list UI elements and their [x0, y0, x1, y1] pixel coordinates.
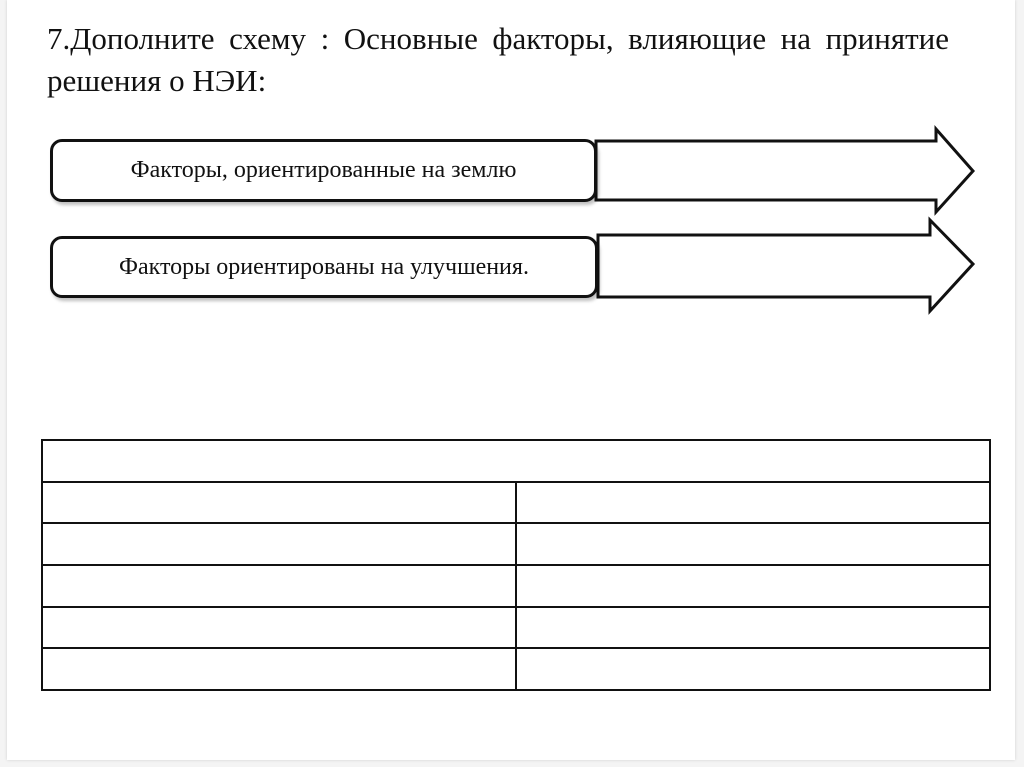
table-cell-right[interactable] [516, 607, 990, 649]
table-row [42, 482, 990, 524]
table-cell-left[interactable] [42, 523, 516, 565]
factor-arrow-1 [596, 129, 973, 212]
table-cell-right[interactable] [516, 482, 990, 524]
table-header-cell[interactable] [42, 440, 990, 482]
table-row [42, 648, 990, 690]
factor-box-land [50, 139, 597, 202]
table-cell-left[interactable] [42, 482, 516, 524]
table-cell-left[interactable] [42, 565, 516, 607]
table-cell-right[interactable] [516, 648, 990, 690]
table-row [42, 565, 990, 607]
table-cell-left[interactable] [42, 607, 516, 649]
factor-arrow-2 [598, 220, 973, 311]
table-cell-right[interactable] [516, 523, 990, 565]
factor-label-improvements: Факторы ориентированы на улучшения. [119, 253, 529, 280]
factor-label-land: Факторы, ориентированные на землю [130, 157, 517, 183]
factor-box-improvements [50, 236, 598, 298]
task-title: 7.Дополните схему : Основные факторы, влияющие на принятие решения о НЭИ: [47, 21, 949, 98]
table-row [42, 607, 990, 649]
table-cell-right[interactable] [516, 565, 990, 607]
table-row [42, 523, 990, 565]
table-header-row [42, 440, 990, 482]
table-cell-left[interactable] [42, 648, 516, 690]
answer-table [41, 439, 991, 691]
